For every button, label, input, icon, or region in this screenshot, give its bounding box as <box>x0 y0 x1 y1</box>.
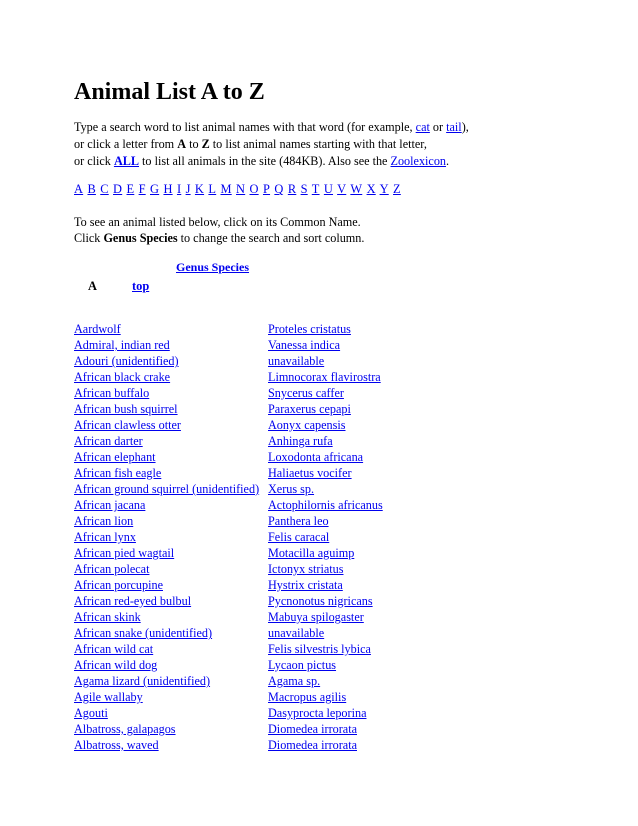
species-cell <box>268 641 383 657</box>
alphabet-nav <box>74 181 614 198</box>
species-link[interactable]: Diomedea irrorata <box>268 738 357 752</box>
letter-link-p[interactable]: P <box>262 182 271 196</box>
common-name-link[interactable]: African buffalo <box>74 386 150 400</box>
table-row <box>74 545 383 561</box>
common-name-link[interactable]: African black crake <box>74 370 171 384</box>
letter-link-e[interactable]: E <box>126 182 135 196</box>
common-name-link[interactable]: Aardwolf <box>74 322 121 336</box>
instructions-bold: Genus Species <box>103 231 178 245</box>
species-cell <box>268 513 383 529</box>
instructions-line1: To see an animal listed below, click on its Common Name. <box>74 215 361 229</box>
sort-header <box>74 260 614 276</box>
table-row <box>74 673 383 689</box>
common-name-cell <box>74 529 268 545</box>
species-link[interactable]: Pycnonotus nigricans <box>268 594 373 608</box>
species-cell <box>268 433 383 449</box>
common-name-cell <box>74 385 268 401</box>
species-link[interactable]: Actophilornis africanus <box>268 498 383 512</box>
species-link[interactable]: Loxodonta africana <box>268 450 364 464</box>
species-cell <box>268 401 383 417</box>
intro-text: ), <box>461 120 469 134</box>
letter-link-w[interactable]: W <box>350 182 363 196</box>
species-cell <box>268 609 383 625</box>
letter-link-n[interactable]: N <box>236 182 246 196</box>
intro-text: or click a letter from <box>74 137 178 151</box>
common-name-link[interactable]: African skink <box>74 610 141 624</box>
table-row <box>74 561 383 577</box>
page-title: Animal List A to Z <box>74 79 265 105</box>
common-name-link[interactable]: African snake (unidentified) <box>74 626 213 640</box>
species-cell <box>268 657 383 673</box>
table-row <box>74 721 383 737</box>
common-name-link[interactable]: Agile wallaby <box>74 690 143 704</box>
intro-text: Type a search word to list animal names with that word (for example, <box>74 120 416 134</box>
common-name-cell <box>74 545 268 561</box>
all-animals-link[interactable] <box>114 154 139 168</box>
species-link[interactable]: Proteles cristatus <box>268 322 351 336</box>
species-link[interactable]: Felis silvestris lybica <box>268 642 371 656</box>
table-row <box>74 369 383 385</box>
table-row <box>74 593 383 609</box>
table-row <box>74 321 383 337</box>
intro-paragraph <box>74 119 614 170</box>
species-link[interactable]: Snycerus caffer <box>268 386 344 400</box>
species-cell <box>268 721 383 737</box>
common-name-cell <box>74 673 268 689</box>
common-name-link[interactable]: African lion <box>74 514 134 528</box>
common-name-link[interactable]: African red-eyed bulbul <box>74 594 192 608</box>
common-name-cell <box>74 657 268 673</box>
species-cell <box>268 689 383 705</box>
species-cell <box>268 385 383 401</box>
species-link[interactable]: Ictonyx striatus <box>268 562 344 576</box>
table-row <box>74 417 383 433</box>
intro-text: . <box>446 154 450 168</box>
letter-link-g[interactable]: G <box>150 182 160 196</box>
common-name-cell <box>74 625 268 641</box>
letter-link-d[interactable]: D <box>113 182 123 196</box>
all-animals-label: ALL <box>113 154 139 168</box>
species-link[interactable]: Lycaon pictus <box>268 658 337 672</box>
letter-link-m[interactable]: M <box>220 182 232 196</box>
species-cell <box>268 529 383 545</box>
species-link[interactable]: Anhinga rufa <box>268 434 333 448</box>
table-row <box>74 529 383 545</box>
instructions-text: to change the search and sort column. <box>177 231 365 245</box>
common-name-cell <box>74 721 268 737</box>
table-row <box>74 513 383 529</box>
species-link[interactable]: Panthera leo <box>268 514 329 528</box>
species-link[interactable]: Macropus agilis <box>268 690 347 704</box>
common-name-link[interactable]: African fish eagle <box>74 466 162 480</box>
common-name-link[interactable]: African porcupine <box>74 578 163 592</box>
letter-link-v[interactable]: V <box>337 182 347 196</box>
species-cell <box>268 593 383 609</box>
species-cell <box>268 481 383 497</box>
letter-link-h[interactable]: H <box>163 182 173 196</box>
species-link[interactable]: unavailable <box>268 626 325 640</box>
common-name-cell <box>74 689 268 705</box>
section-letter: A <box>88 279 97 293</box>
page-content <box>74 78 614 753</box>
letter-link-a[interactable]: A <box>74 182 84 196</box>
example-tail-link[interactable]: tail <box>446 120 462 134</box>
letter-link-z[interactable]: Z <box>393 182 401 196</box>
common-name-link[interactable]: African darter <box>74 434 143 448</box>
table-row <box>74 481 383 497</box>
species-link[interactable]: Felis caracal <box>268 530 330 544</box>
species-cell <box>268 673 383 689</box>
common-name-cell <box>74 737 268 753</box>
letter-link-f[interactable]: F <box>138 182 146 196</box>
species-link[interactable]: Motacilla aguimp <box>268 546 355 560</box>
common-name-cell <box>74 353 268 369</box>
table-row <box>74 401 383 417</box>
letter-link-t[interactable]: T <box>311 182 320 196</box>
species-link[interactable]: Aonyx capensis <box>268 418 346 432</box>
common-name-cell <box>74 417 268 433</box>
species-cell <box>268 561 383 577</box>
common-name-cell <box>74 513 268 529</box>
genus-species-sort-link[interactable]: Genus Species <box>176 260 250 274</box>
table-row <box>74 497 383 513</box>
instructions <box>74 214 614 246</box>
species-link[interactable]: Agama sp. <box>268 674 321 688</box>
common-name-link[interactable]: African elephant <box>74 450 156 464</box>
common-name-cell <box>74 449 268 465</box>
letter-link-s[interactable]: S <box>300 182 308 196</box>
table-row <box>74 465 383 481</box>
species-link[interactable]: Vanessa indica <box>268 338 341 352</box>
intro-text: to list animal names starting with that letter, <box>209 137 427 151</box>
intro-text: or click <box>74 154 114 168</box>
species-cell <box>268 625 383 641</box>
section-header <box>74 279 614 297</box>
species-link[interactable]: Paraxerus cepapi <box>268 402 351 416</box>
table-row <box>74 449 383 465</box>
table-row <box>74 337 383 353</box>
letter-link-j[interactable]: J <box>185 182 191 196</box>
table-row <box>74 353 383 369</box>
common-name-cell <box>74 641 268 657</box>
letter-link-y[interactable]: Y <box>379 182 389 196</box>
common-name-link[interactable]: African jacana <box>74 498 146 512</box>
intro-bold-z: Z <box>201 137 210 151</box>
common-name-cell <box>74 481 268 497</box>
common-name-cell <box>74 577 268 593</box>
table-row <box>74 609 383 625</box>
letter-link-q[interactable]: Q <box>274 182 284 196</box>
common-name-cell <box>74 609 268 625</box>
table-row <box>74 737 383 753</box>
common-name-cell <box>74 369 268 385</box>
table-row <box>74 657 383 673</box>
common-name-link[interactable]: African ground squirrel (unidentified) <box>74 482 260 496</box>
common-name-cell <box>74 561 268 577</box>
species-link[interactable]: Dasyprocta leporina <box>268 706 367 720</box>
common-name-link[interactable]: Agama lizard (unidentified) <box>74 674 211 688</box>
common-name-cell <box>74 337 268 353</box>
common-name-link[interactable]: Adouri (unidentified) <box>74 354 179 368</box>
table-row <box>74 577 383 593</box>
common-name-cell <box>74 593 268 609</box>
letter-link-i[interactable]: I <box>176 182 182 196</box>
species-cell <box>268 353 383 369</box>
species-link[interactable]: Limnocorax flavirostra <box>268 370 381 384</box>
letter-link-c[interactable]: C <box>100 182 109 196</box>
common-name-link[interactable]: Agouti <box>74 706 108 720</box>
table-row <box>74 641 383 657</box>
species-cell <box>268 577 383 593</box>
intro-text: to <box>186 137 202 151</box>
common-name-link[interactable]: African bush squirrel <box>74 402 178 416</box>
species-link[interactable]: Haliaetus vocifer <box>268 466 352 480</box>
common-name-cell <box>74 497 268 513</box>
species-cell <box>268 497 383 513</box>
common-name-cell <box>74 401 268 417</box>
species-link[interactable]: Diomedea irrorata <box>268 722 357 736</box>
letter-link-x[interactable]: X <box>366 182 376 196</box>
letter-link-k[interactable]: K <box>194 182 205 196</box>
common-name-link[interactable]: African lynx <box>74 530 136 544</box>
common-name-link[interactable]: African clawless otter <box>74 418 181 432</box>
table-row <box>74 689 383 705</box>
intro-bold-a: A <box>177 137 187 151</box>
animal-table <box>74 321 383 753</box>
species-cell <box>268 737 383 753</box>
common-name-link[interactable]: African wild cat <box>74 642 154 656</box>
species-link[interactable]: Hystrix cristata <box>268 578 343 592</box>
species-cell <box>268 369 383 385</box>
species-cell <box>268 321 383 337</box>
zoolexicon-link[interactable]: Zoolexicon <box>390 154 447 168</box>
intro-text: or <box>429 120 447 134</box>
letter-link-r[interactable]: R <box>287 182 297 196</box>
species-cell <box>268 449 383 465</box>
common-name-link[interactable]: African wild dog <box>74 658 158 672</box>
common-name-cell <box>74 433 268 449</box>
species-link[interactable]: Xerus sp. <box>268 482 315 496</box>
animal-table-body <box>74 321 383 753</box>
intro-text: to list all animals in the site (484KB). Also see the <box>139 154 391 168</box>
instructions-text: Click <box>74 231 104 245</box>
species-link[interactable]: Mabuya spilogaster <box>268 610 364 624</box>
letter-link-u[interactable]: U <box>323 182 334 196</box>
species-cell <box>268 465 383 481</box>
letter-link-b[interactable]: B <box>87 182 96 196</box>
table-row <box>74 385 383 401</box>
species-cell <box>268 417 383 433</box>
common-name-cell <box>74 705 268 721</box>
common-name-cell <box>74 465 268 481</box>
common-name-link[interactable]: Albatross, galapagos <box>74 722 176 736</box>
species-cell <box>268 337 383 353</box>
letter-link-l[interactable]: L <box>208 182 217 196</box>
letter-link-o[interactable]: O <box>249 182 259 196</box>
common-name-cell <box>74 321 268 337</box>
common-name-link[interactable]: Admiral, indian red <box>74 338 170 352</box>
table-row <box>74 705 383 721</box>
table-row <box>74 625 383 641</box>
common-name-link[interactable]: Albatross, waved <box>74 738 159 752</box>
common-name-link[interactable]: African polecat <box>74 562 150 576</box>
table-row <box>74 433 383 449</box>
top-link[interactable]: top <box>132 279 150 293</box>
species-cell <box>268 545 383 561</box>
example-cat-link[interactable]: cat <box>415 120 430 134</box>
common-name-link[interactable]: African pied wagtail <box>74 546 175 560</box>
species-cell <box>268 705 383 721</box>
species-link[interactable]: unavailable <box>268 354 325 368</box>
